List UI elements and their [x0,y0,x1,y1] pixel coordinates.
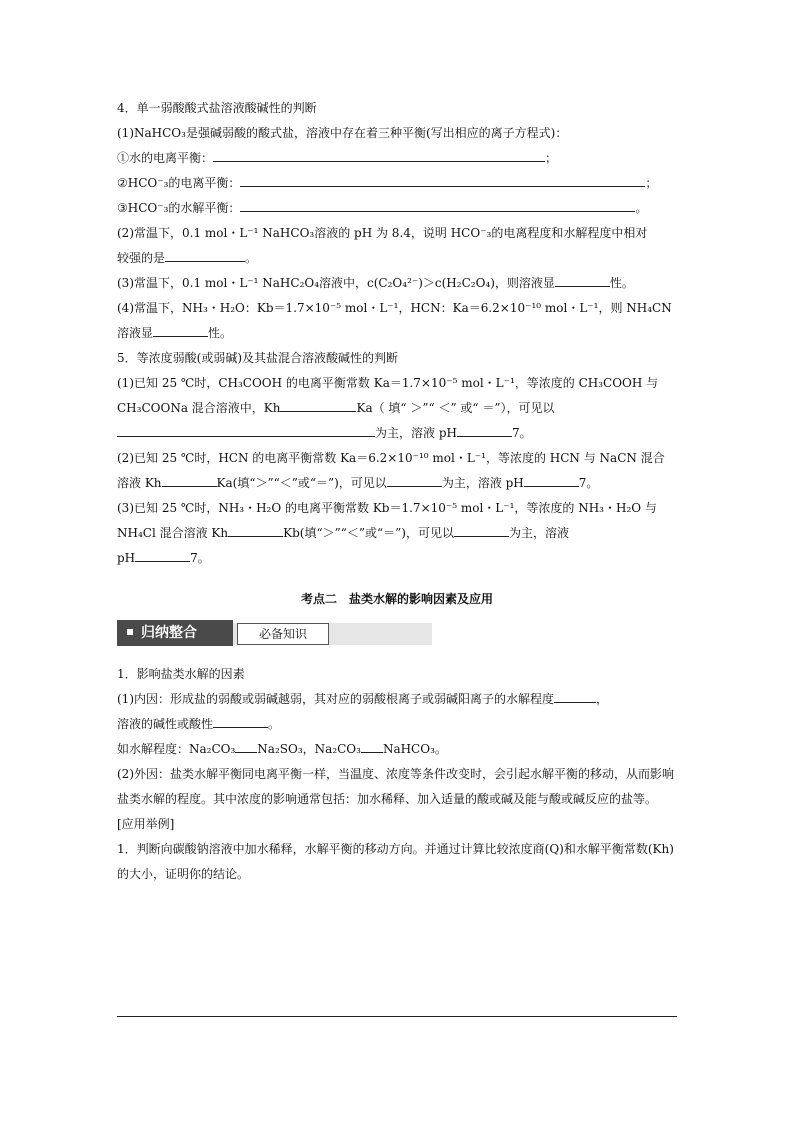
answer-blank[interactable] [235,738,257,753]
item-hco3-ionization [117,171,677,196]
question-text: Kb(填“＞”“＜”或“＝”)，可见以 [283,526,454,540]
question-text: 较强的是 [117,251,166,265]
question-4-2-line-2 [117,246,677,271]
inner-factor-line-2 [117,712,677,737]
question-text: 如水解程度：Na₂CO₃ [117,742,236,756]
question-4-2-line-1: (2)常温下，0.1 mol・L⁻¹ NaHCO₃溶液的 pH 为 8.4，说明 HCO⁻₃的电离程度和水解程度中相对 [117,226,648,240]
hydrolysis-compare [117,737,677,762]
punct: 。 [245,251,258,265]
question-text: CH₃COONa 混合溶液中，Kh [117,401,281,415]
question-text: 7。 [578,476,599,490]
question-5-1-line-2 [117,396,677,421]
question-text: NH₄Cl 混合溶液 Kh [117,526,229,540]
question-text: Ka（ 填“ ＞”“ ＜” 或“ ＝”），可见以 [356,401,555,415]
answer-blank[interactable] [162,472,217,487]
punct: ， [596,692,609,706]
question-text: 7。 [190,551,210,565]
question-text: NaHCO₃。 [382,742,447,756]
question-text: (1)内因：形成盐的弱酸或弱碱越弱，其对应的弱酸根离子或弱碱阳离子的水解程度 [117,692,555,706]
punct: 性。 [609,276,634,290]
outer-factor-paragraph: (2)外因：盐类水解平衡同电离平衡一样，当温度、浓度等条件改变时，会引起水解平衡的移动，从而影响盐类水解的程度。其中浓度的影响通常包括：加水稀释、加入适量的酸或碱及能与酸或碱反应的盐等。 [117,767,675,806]
document-page [117,96,677,887]
section-4-title: 4．单一弱酸酸式盐溶液酸碱性的判断 [117,101,317,115]
question-4-3 [117,271,677,296]
question-text: 为主，溶液 pH [441,476,524,490]
inner-factor-line-1 [117,687,677,712]
answer-line[interactable] [117,1016,677,1017]
question-5-3-line-3 [117,546,677,571]
question-5-3-line-2 [117,521,677,546]
answer-blank[interactable] [361,738,383,753]
answer-blank[interactable] [555,272,610,287]
punct: 。 [635,201,648,215]
question-5-2-line-2 [117,471,677,496]
answer-blank[interactable] [240,197,635,212]
item-hco3-hydrolysis [117,196,677,221]
application-heading: [应用举例] [117,817,175,831]
item-water-ionization [117,146,677,171]
answer-blank[interactable] [228,522,283,537]
question-text: Ka(填“＞”“＜”或“＝”)，可见以 [216,476,387,490]
answer-blank[interactable] [117,422,375,437]
answer-blank[interactable] [165,247,245,262]
answer-blank[interactable] [135,547,190,562]
question-text: 为主，溶液 [508,526,569,540]
punct: 。 [268,717,281,731]
question-text: 7。 [511,426,532,440]
item-label: ③HCO⁻₃的水解平衡： [117,201,241,215]
question-text: 溶液显 [117,326,154,340]
question-5-1-line-3 [117,421,677,446]
answer-blank[interactable] [454,522,509,537]
answer-blank[interactable] [213,147,545,162]
item-label: ①水的电离平衡： [117,151,214,165]
question-text: 为主，溶液 pH [375,426,457,440]
answer-blank[interactable] [554,688,596,703]
question-5-2-line-1: (2)已知 25 ℃时，HCN 的电离平衡常数 Ka＝6.2×10⁻¹⁰ mol・L⁻¹，等浓度的 HCN 与 NaCN 混合 [117,451,665,465]
punct: ； [645,176,658,190]
item-label: ②HCO⁻₃的电离平衡： [117,176,241,190]
question-4-4-line-1: (4)常温下，NH₃・H₂O：Kb＝1.7×10⁻⁵ mol・L⁻¹，HCN：Ka＝6.2×10⁻¹⁰ mol・L⁻¹，则 NH₄CN [117,301,672,315]
question-4-4-line-2 [117,321,677,346]
answer-blank[interactable] [153,322,208,337]
question-4-1: (1)NaHCO₃是强碱弱酸的酸式盐，溶液中存在着三种平衡(写出相应的离子方程式)： [117,126,568,140]
answer-blank[interactable] [213,713,268,728]
question-text: Na₂SO₃，Na₂CO₃ [257,742,361,756]
answer-blank[interactable] [387,472,442,487]
answer-blank[interactable] [280,397,356,412]
section-banner [117,620,677,648]
kaodian-heading: 考点二 盐类水解的影响因素及应用 [300,592,493,606]
banner-main-tag [117,620,233,646]
answer-blank[interactable] [240,172,645,187]
square-icon [127,629,133,635]
question-text: 溶液 Kh [117,476,162,490]
banner-main-label: 归纳整合 [141,625,197,641]
section-5-title: 5．等浓度弱酸(或弱碱)及其盐混合溶液酸碱性的判断 [117,351,399,365]
punct: ； [545,151,558,165]
question-text: pH [117,551,136,565]
answer-blank[interactable] [457,422,512,437]
question-5-3-line-1: (3)已知 25 ℃时，NH₃・H₂O 的电离平衡常数 Kb＝1.7×10⁻⁵ mol・L⁻¹，等浓度的 NH₃・H₂O 与 [117,501,657,515]
question-5-1-line-1: (1)已知 25 ℃时，CH₃COOH 的电离平衡常数 Ka＝1.7×10⁻⁵ mol・L⁻¹，等浓度的 CH₃COOH 与 [117,376,659,390]
punct: 性。 [208,326,233,340]
application-example-1: 1．判断向碳酸钠溶液中加水稀释，水解平衡的移动方向。并通过计算比较浓度商(Q)和水解平衡常数(Kh)的大小，证明你的结论。 [117,842,674,881]
banner-sub-tag: 必备知识 [237,623,329,645]
factors-title: 1．影响盐类水解的因素 [117,667,245,681]
answer-blank[interactable] [524,472,579,487]
question-text: (3)常温下，0.1 mol・L⁻¹ NaHC₂O₄溶液中，c(C₂O₄²⁻)＞c(H₂C₂O₄)，则溶液显 [117,276,555,290]
question-text: 溶液的碱性或酸性 [117,717,214,731]
